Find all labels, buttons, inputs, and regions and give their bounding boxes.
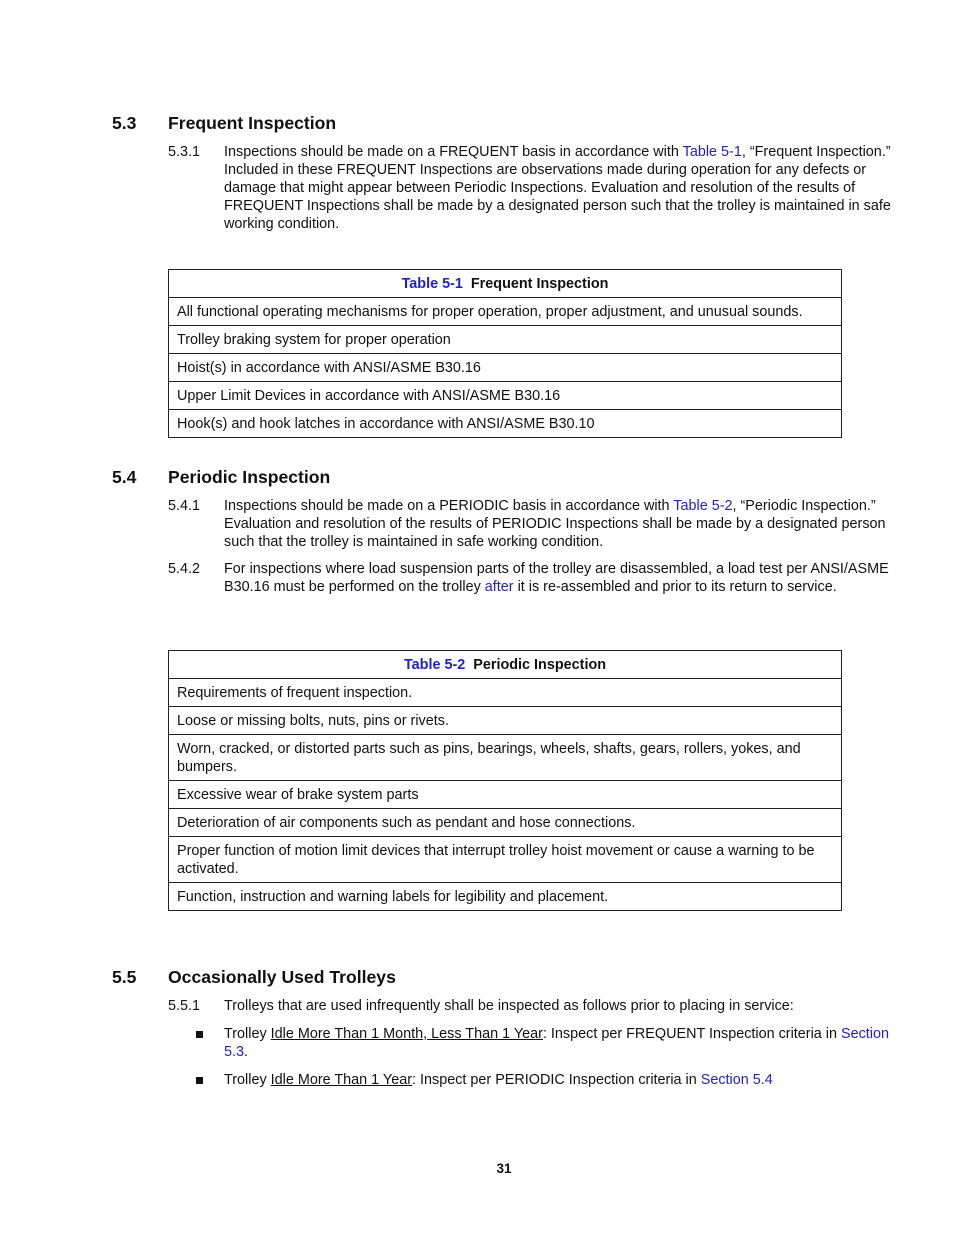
list-item bbox=[196, 1025, 896, 1061]
table-row bbox=[169, 781, 842, 809]
table-cell: Worn, cracked, or distorted parts such as pins, bearings, wheels, shafts, gears, rollers, yokes, and bumpers. bbox=[169, 735, 842, 781]
section-title: Periodic Inspection bbox=[168, 467, 331, 487]
table-caption-row bbox=[169, 651, 842, 679]
section-title: Frequent Inspection bbox=[168, 113, 337, 133]
table-cell: Loose or missing bolts, nuts, pins or rivets. bbox=[169, 707, 842, 735]
table-5-2-ref-link[interactable]: Table 5-2 bbox=[403, 657, 466, 673]
table-5-1 bbox=[168, 269, 842, 438]
table-cell: All functional operating mechanisms for proper operation, proper adjustment, and unusual sounds. bbox=[169, 298, 842, 326]
square-bullet-icon bbox=[196, 1031, 203, 1038]
section-5-4-link[interactable]: Section 5.4 bbox=[700, 1072, 773, 1088]
table-row bbox=[169, 735, 842, 781]
table-5-2-link[interactable]: Table 5-2 bbox=[673, 498, 733, 514]
table-5-1-ref-link[interactable]: Table 5-1 bbox=[401, 276, 463, 292]
list-item bbox=[196, 1071, 896, 1089]
section-5-3-link[interactable]: Section 5.3 bbox=[224, 1026, 889, 1060]
paragraph-5-4-1 bbox=[168, 497, 898, 551]
table-row bbox=[169, 382, 842, 410]
paragraph-5-5-1 bbox=[168, 997, 898, 1015]
section-number: 5.5 bbox=[112, 967, 137, 987]
table-row bbox=[169, 354, 842, 382]
square-bullet-icon bbox=[196, 1077, 203, 1084]
paragraph-text: Inspections should be made on a FREQUENT basis in accordance with Table 5-1, “Frequent Inspection.” Included in these FREQUENT Inspections are observations made during operation for any defects or damage that might appear between Periodic Inspections. Evaluation and resolution of the results of FREQUENT Inspections shall be made by a designated person such that the trolley is maintained in safe working condition. bbox=[224, 144, 891, 232]
page-number: 31 bbox=[496, 1161, 512, 1176]
table-row bbox=[169, 298, 842, 326]
table-5-2 bbox=[168, 650, 842, 911]
paragraph-number: 5.4.2 bbox=[168, 561, 201, 577]
table-row bbox=[169, 410, 842, 438]
table-row bbox=[169, 679, 842, 707]
table-title: Frequent Inspection bbox=[470, 276, 609, 292]
paragraph-text: For inspections where load suspension parts of the trolley are disassembled, a load test per ANSI/ASME B30.16 must be performed on the trolley after it is re-assembled and prior to its return to service. bbox=[224, 561, 889, 595]
paragraph-number: 5.4.1 bbox=[168, 498, 201, 514]
paragraph-number: 5.3.1 bbox=[168, 144, 201, 160]
table-cell: Hoist(s) in accordance with ANSI/ASME B30.16 bbox=[169, 354, 842, 382]
table-cell: Requirements of frequent inspection. bbox=[169, 679, 842, 707]
paragraph-5-4-2 bbox=[168, 560, 898, 596]
table-title: Periodic Inspection bbox=[473, 657, 607, 673]
list-item-text: Trolley Idle More Than 1 Month, Less Than 1 Year: Inspect per FREQUENT Inspection criteria in Section 5.3. bbox=[224, 1026, 889, 1060]
paragraph-5-3-1 bbox=[168, 143, 898, 233]
table-cell: Hook(s) and hook latches in accordance with ANSI/ASME B30.10 bbox=[169, 410, 842, 438]
table-row bbox=[169, 837, 842, 883]
table-row bbox=[169, 326, 842, 354]
table-caption-row bbox=[169, 270, 842, 298]
table-row bbox=[169, 883, 842, 911]
paragraph-text: Trolleys that are used infrequently shall be inspected as follows prior to placing in service: bbox=[224, 998, 794, 1014]
table-caption bbox=[169, 651, 842, 679]
table-cell: Proper function of motion limit devices that interrupt trolley hoist movement or cause a warning to be activated. bbox=[169, 837, 842, 883]
table-cell: Excessive wear of brake system parts bbox=[169, 781, 842, 809]
section-title: Occasionally Used Trolleys bbox=[168, 967, 396, 987]
table-cell: Deterioration of air components such as pendant and hose connections. bbox=[169, 809, 842, 837]
table-cell: Function, instruction and warning labels for legibility and placement. bbox=[169, 883, 842, 911]
table-cell: Trolley braking system for proper operation bbox=[169, 326, 842, 354]
table-cell: Upper Limit Devices in accordance with ANSI/ASME B30.16 bbox=[169, 382, 842, 410]
table-row bbox=[169, 809, 842, 837]
section-number: 5.3 bbox=[112, 113, 137, 133]
paragraph-text: Inspections should be made on a PERIODIC basis in accordance with Table 5-2, “Periodic Inspection.” Evaluation and resolution of the results of PERIODIC Inspections shall be made by a designated person such that the trolley is maintained in safe working condition. bbox=[224, 498, 886, 550]
table-caption bbox=[169, 270, 842, 298]
table-5-1-link[interactable]: Table 5-1 bbox=[682, 144, 742, 160]
list-item-text: Trolley Idle More Than 1 Year: Inspect per PERIODIC Inspection criteria in Section 5.4 bbox=[224, 1072, 773, 1088]
section-number: 5.4 bbox=[112, 467, 137, 487]
after-link[interactable]: after bbox=[484, 579, 514, 595]
table-row bbox=[169, 707, 842, 735]
paragraph-number: 5.5.1 bbox=[168, 998, 201, 1014]
